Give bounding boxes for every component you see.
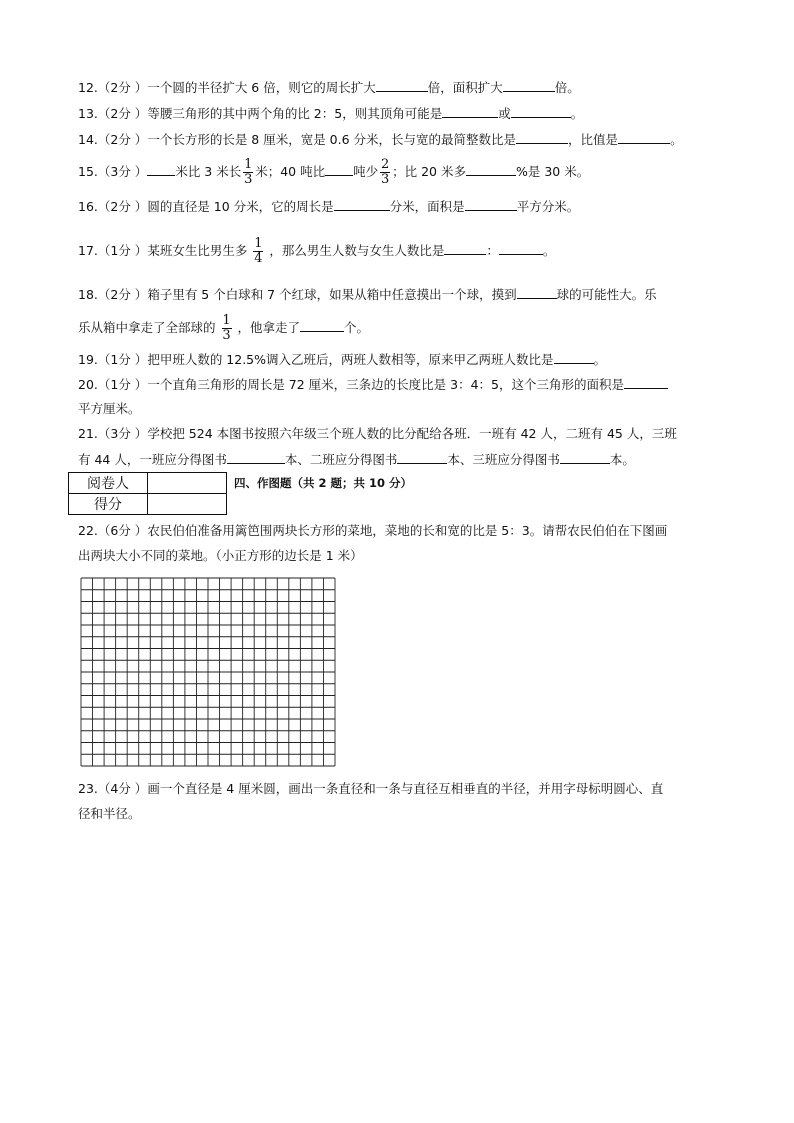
answer-blank[interactable] <box>325 162 353 176</box>
question-18: 18.（2分 ）箱子里有 5 个白球和 7 个红球，如果从箱中任意摸出一个球，摸到 球的可能性大。乐 <box>78 287 657 302</box>
answer-blank[interactable] <box>444 241 486 255</box>
score-cell[interactable] <box>148 494 227 515</box>
answer-blank[interactable] <box>300 318 344 332</box>
question-21-line-2: 有 44 人，一班应分得图书 本、二班应分得图书 本、三班应分得图书 本。 <box>78 452 635 467</box>
question-18-line-2: 乐从箱中拿走了全部球的 $\frac{1}{3}$ ，他拿走了 个。 <box>78 313 370 343</box>
answer-blank[interactable] <box>511 104 571 118</box>
drawing-grid[interactable] <box>80 577 336 767</box>
answer-blank[interactable] <box>624 375 668 389</box>
answer-blank[interactable] <box>147 162 175 176</box>
question-16: 16.（2分 ）圆的直径是 10 分米，它的周长是 分米，面积是 平方分米。 <box>78 199 580 214</box>
fraction: $\frac{1}{3}$ <box>244 157 253 187</box>
question-23-line-2: 径和半径。 <box>78 806 141 821</box>
answer-blank[interactable] <box>517 285 557 299</box>
answer-blank[interactable] <box>516 130 568 144</box>
question-13: 13.（2分 ）等腰三角形的其中两个角的比 2：5，则其顶角可能是 或 。 <box>78 106 584 121</box>
question-20: 20.（1分 ）一个直角三角形的周长是 72 厘米，三条边的长度比是 3：4：5，这个三角形的面积是 <box>78 375 668 394</box>
score-table <box>68 472 227 515</box>
score-label: 得分 <box>69 494 148 515</box>
fraction: $\frac{1}{4}$ <box>254 236 263 266</box>
question-23: 23.（4分 ）画一个直径是 4 厘米圆，画出一条直径和一条与直径互相垂直的半径，并用字母标明圆心、直 <box>78 781 664 796</box>
question-20-line-2: 平方厘米。 <box>78 401 141 416</box>
answer-blank[interactable] <box>503 78 555 92</box>
answer-blank[interactable] <box>560 450 610 464</box>
question-14: 14.（2分 ）一个长方形的长是 8 厘米，宽是 0.6 分米，长与宽的最简整数比是 ，比值是 。 <box>78 132 683 147</box>
reviewer-label: 阅卷人 <box>69 473 148 494</box>
answer-blank[interactable] <box>465 197 517 211</box>
question-21: 21.（3分 ）学校把 524 本图书按照六年级三个班人数的比分配给各班．一班有 42 人，二班有 45 人，三班 <box>78 426 677 441</box>
answer-blank[interactable] <box>334 197 390 211</box>
question-15: 15.（3分 ） 米比 3 米长 $\frac{1}{3}$ 米；40 吨比 吨少 $\frac{2}{3}$ ；比 20 米多 %是 30 米。 <box>78 157 590 187</box>
fraction: $\frac{2}{3}$ <box>380 157 390 187</box>
answer-blank[interactable] <box>227 450 285 464</box>
answer-blank[interactable] <box>618 130 670 144</box>
answer-blank[interactable] <box>376 78 428 92</box>
fraction: $\frac{1}{3}$ <box>222 313 231 343</box>
section-title: 四、作图题（共 2 题；共 10 分） <box>234 476 413 490</box>
answer-blank[interactable] <box>397 450 447 464</box>
question-22-line-2: 出两块大小不同的菜地。（小正方形的边长是 1 米） <box>78 548 363 563</box>
question-17: 17.（1分 ）某班女生比男生多 $\frac{1}{4}$ ，那么男生人数与女生人数比是 ： 。 <box>78 236 556 266</box>
answer-blank[interactable] <box>499 241 543 255</box>
answer-blank[interactable] <box>442 104 498 118</box>
question-19: 19.（1分 ）把甲班人数的 12.5%调入乙班后，两班人数相等，原来甲乙两班人数比是 。 <box>78 352 607 367</box>
answer-blank[interactable] <box>466 162 516 176</box>
question-22: 22.（6分 ）农民伯伯准备用篱笆围两块长方形的菜地，菜地的长和宽的比是 5：3。请帮农民伯伯在下图画 <box>78 523 668 538</box>
question-12: 12.（2分 ）一个圆的半径扩大 6 倍，则它的周长扩大 倍，面积扩大 倍。 <box>78 80 580 95</box>
answer-blank[interactable] <box>554 350 594 364</box>
reviewer-cell[interactable] <box>148 473 227 494</box>
